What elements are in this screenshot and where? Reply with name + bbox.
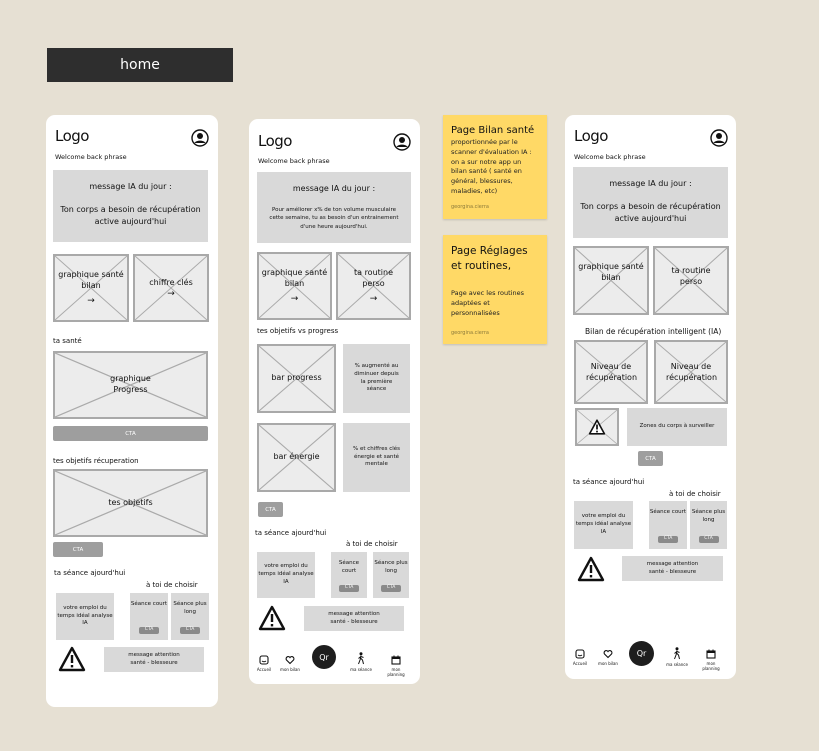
welcome-phrase: Welcome back phrase — [55, 153, 127, 161]
sticky-description: Page avec les routines adaptées et personnalisées — [451, 289, 525, 317]
section-title-sante: ta santé — [53, 337, 82, 345]
health-warning-message: message attention santé - blesseure — [622, 556, 723, 581]
nav-bilan[interactable] — [280, 655, 300, 672]
section-title-objectifs: tes objetifs récuperation — [53, 457, 139, 465]
qr-scan-button[interactable]: Qr — [629, 641, 654, 666]
bar-progress-note: % augmenté au diminuer depuis la première séance — [343, 344, 410, 413]
session-short-label: Séance court — [130, 601, 168, 607]
nav-bilan-label: mon bilan — [280, 667, 300, 672]
ideal-schedule-card[interactable]: votre emploi du temps idéal analyse IA — [56, 593, 114, 640]
health-chart-label: graphique santé bilan — [578, 262, 644, 282]
nav-planning[interactable] — [698, 649, 724, 671]
cta-button[interactable]: CTA — [139, 627, 159, 634]
section-title-seance: ta séance ajourd'hui — [54, 569, 126, 577]
session-short-card[interactable] — [130, 593, 168, 640]
session-short-label: Séance court — [649, 509, 687, 515]
session-short-label: Séance court — [338, 560, 360, 574]
arrow-right-icon: → — [87, 296, 95, 306]
sticky-title: Page Bilan santé — [451, 125, 535, 136]
session-short-card[interactable] — [331, 552, 367, 598]
logo: Logo — [55, 127, 89, 145]
nav-bilan-label: mon bilan — [598, 661, 618, 666]
key-figures-label: chiffre clés — [149, 278, 193, 287]
bar-progress-placeholder — [257, 344, 336, 413]
health-chart-card[interactable] — [53, 254, 129, 322]
cta-button[interactable]: CTA — [638, 451, 663, 466]
profile-avatar-icon[interactable] — [191, 129, 209, 147]
home-screen-3 — [565, 115, 736, 679]
cta-button[interactable]: CTA — [658, 536, 678, 543]
section-title-seance: ta séance ajourd'hui — [573, 478, 645, 486]
session-long-label: Séance plus long — [173, 601, 207, 615]
recovery-level-card-2 — [654, 340, 728, 404]
home-screen-2 — [249, 119, 420, 684]
recovery-level-card-1 — [574, 340, 648, 404]
routine-label: ta routine perso — [671, 266, 711, 286]
routine-card[interactable] — [653, 246, 729, 315]
home-icon — [259, 655, 269, 665]
routine-label: ta routine perso — [353, 268, 393, 288]
home-icon — [575, 649, 585, 659]
logo: Logo — [258, 132, 292, 150]
ai-message-card — [257, 172, 411, 243]
warning-icon — [58, 646, 86, 672]
session-long-label: Séance plus long — [374, 560, 408, 574]
cta-button[interactable]: CTA — [180, 627, 200, 634]
health-chart-card[interactable] — [573, 246, 649, 315]
sticky-title: Page Réglages et routines, — [451, 245, 528, 273]
nav-bilan[interactable] — [598, 649, 618, 666]
nav-seance-label: ma séance — [350, 667, 372, 672]
nav-accueil-label: Accueil — [256, 667, 272, 672]
ai-message-card — [573, 167, 728, 238]
bar-energy-note: % et chiffres clés énergie et santé mentale — [343, 423, 410, 492]
nav-planning[interactable] — [383, 655, 409, 677]
sticky-note-bilan-sante — [443, 115, 547, 219]
progress-chart-placeholder — [53, 351, 208, 419]
ideal-schedule-card[interactable]: votre emploi du temps idéal analyse IA — [574, 501, 633, 549]
session-short-card[interactable] — [649, 501, 687, 549]
body-zones-image — [575, 408, 619, 446]
calendar-icon — [706, 649, 716, 659]
profile-avatar-icon[interactable] — [393, 133, 411, 151]
nav-accueil-label: Accueil — [572, 661, 588, 666]
calendar-icon — [391, 655, 401, 665]
cta-button[interactable]: CTA — [699, 536, 719, 543]
bar-energy-label: bar énergie — [273, 452, 320, 461]
walking-person-icon — [672, 647, 682, 660]
cta-button[interactable]: CTA — [53, 426, 208, 441]
nav-planning-label: mon planning — [387, 667, 405, 677]
home-screen-1 — [46, 115, 218, 707]
heart-icon — [285, 655, 295, 665]
cta-button[interactable]: CTA — [53, 542, 103, 557]
bar-energy-placeholder — [257, 423, 336, 492]
cta-button[interactable]: CTA — [258, 502, 283, 517]
health-chart-label: graphique santé bilan — [261, 268, 328, 288]
recovery-level-label: Niveau de récupération — [586, 362, 638, 382]
arrow-right-icon: → — [167, 289, 175, 299]
sticky-description: proportionnée par le scanner d'évaluation IA : on a sur notre app un bilan santé ( santé en général, blessures, maladies, etc) — [451, 138, 532, 195]
ai-message-body: Pour améliorer x% de ton volume musculaire cette semaine, tu as besoin d'un entrainement d'une heure aujourd'hui. — [269, 207, 399, 230]
body-zones-note: Zones du corps à surveiller — [627, 408, 727, 446]
session-long-label: Séance plus long — [691, 509, 726, 523]
warning-icon — [588, 419, 606, 435]
sticky-author: georgina.cierra — [451, 204, 489, 210]
heart-icon — [603, 649, 613, 659]
bar-progress-label: bar progress — [271, 373, 322, 382]
cta-button[interactable]: CTA — [381, 585, 401, 592]
routine-card[interactable] — [336, 252, 411, 320]
objectives-placeholder — [53, 469, 208, 537]
walking-person-icon — [356, 652, 366, 665]
warning-icon — [577, 556, 605, 582]
health-warning-message: message attention santé - blesseure — [104, 647, 204, 672]
ai-message-body: Ton corps a besoin de récupération active aujourd'hui — [60, 205, 201, 226]
warning-icon — [258, 605, 286, 631]
nav-accueil[interactable] — [570, 649, 590, 666]
health-warning-message: message attention santé - blesseure — [304, 606, 404, 631]
frame-title: home — [47, 48, 233, 82]
arrow-right-icon: → — [369, 294, 378, 304]
key-figures-card[interactable] — [133, 254, 209, 322]
nav-seance[interactable] — [349, 652, 373, 672]
ai-message-card — [53, 170, 208, 242]
section-title-bilan: Bilan de récupération intelligent (IA) — [585, 327, 722, 336]
profile-avatar-icon[interactable] — [710, 129, 728, 147]
ai-message-body: Ton corps a besoin de récupération active aujourd'hui — [580, 202, 721, 223]
arrow-right-icon: → — [290, 294, 299, 304]
nav-accueil[interactable] — [254, 655, 274, 672]
health-chart-card[interactable] — [257, 252, 332, 320]
ai-message-title: message IA du jour : — [292, 184, 376, 193]
objectives-label: tes objetifs — [108, 498, 153, 507]
choice-title: à toi de choisir — [346, 540, 398, 548]
section-title-seance: ta séance ajourd'hui — [255, 529, 327, 537]
recovery-level-label: Niveau de récupération — [666, 362, 718, 382]
qr-scan-button[interactable]: Qr — [312, 645, 336, 669]
nav-planning-label: mon planning — [702, 661, 720, 671]
nav-seance-label: ma séance — [666, 662, 688, 667]
progress-chart-label: graphique Progress — [110, 374, 151, 394]
nav-seance[interactable] — [665, 647, 689, 667]
logo: Logo — [574, 127, 608, 145]
choice-title: à toi de choisir — [669, 490, 721, 498]
welcome-phrase: Welcome back phrase — [258, 157, 330, 165]
session-long-card[interactable] — [171, 593, 209, 640]
ai-message-title: message IA du jour : — [89, 182, 172, 191]
sticky-author: georgina.cierra — [451, 330, 489, 336]
session-long-card[interactable] — [373, 552, 409, 598]
section-title-objectifs: tes objetifs vs progress — [257, 327, 339, 335]
ideal-schedule-card[interactable]: votre emploi du temps idéal analyse IA — [257, 552, 315, 598]
health-chart-label: graphique santé bilan — [58, 270, 124, 290]
ai-message-title: message IA du jour : — [609, 179, 692, 188]
session-long-card[interactable] — [690, 501, 727, 549]
cta-button[interactable]: CTA — [339, 585, 359, 592]
sticky-note-reglages — [443, 235, 547, 344]
welcome-phrase: Welcome back phrase — [574, 153, 646, 161]
choice-title: à toi de choisir — [146, 581, 198, 589]
